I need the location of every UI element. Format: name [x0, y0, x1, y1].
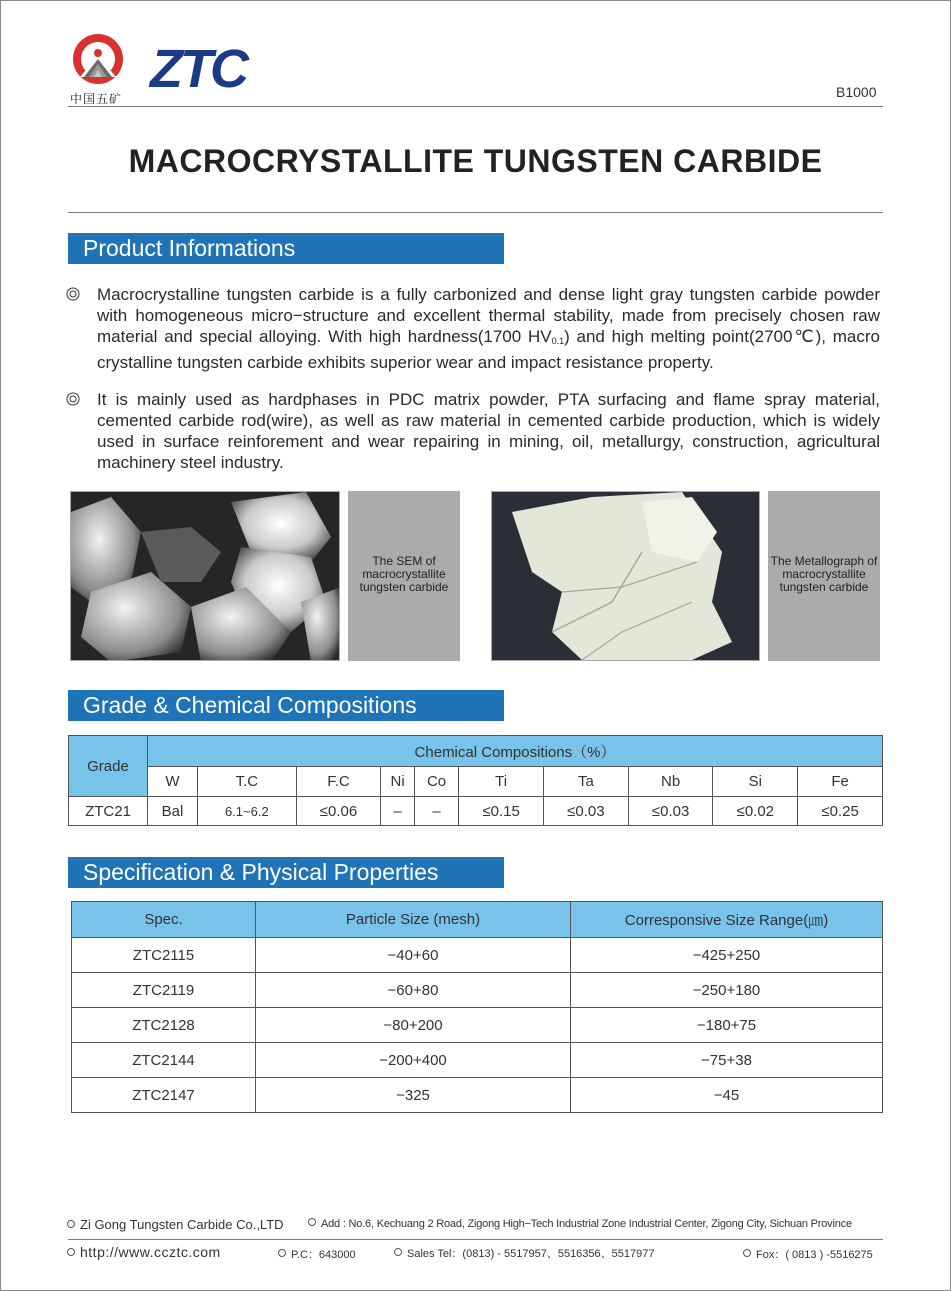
mesh-cell: −200+400	[256, 1043, 571, 1078]
metallograph-photo	[491, 491, 760, 661]
metallograph-caption-box	[768, 491, 880, 661]
value-cell: ≤0.02	[713, 797, 798, 826]
circle-bullet-icon	[67, 1248, 75, 1256]
ztc-brand-logo	[148, 41, 278, 93]
chem-composition-header: Chemical Compositions（%）	[148, 736, 883, 767]
spec-cell: ZTC2147	[72, 1078, 256, 1113]
page-title: MACROCRYSTALLITE TUNGSTEN CARBIDE	[128, 143, 823, 179]
address-text: Add : No.6, Kechuang 2 Road, Zigong High−Tech Industrial Zone Industrial Center, Zigong City, Sichuan Province	[321, 1218, 852, 1230]
element-header: Si	[713, 767, 798, 797]
value-cell: –	[381, 797, 414, 826]
value-cell: Bal	[148, 797, 198, 826]
minmetals-logo-icon	[72, 33, 124, 85]
element-header: Ta	[544, 767, 629, 797]
mesh-cell: −60+80	[256, 973, 571, 1008]
table-row	[72, 973, 883, 1008]
table-row	[72, 1043, 883, 1078]
grade-header: Grade	[69, 736, 148, 797]
chemical-composition-table	[68, 735, 883, 826]
mesh-cell: −40+60	[256, 938, 571, 973]
value-cell: ≤0.03	[544, 797, 629, 826]
value-cell: –	[414, 797, 459, 826]
sem-caption-box	[348, 491, 460, 661]
table-row	[72, 938, 883, 973]
circle-bullet-icon	[394, 1248, 402, 1256]
circle-bullet-icon	[308, 1218, 316, 1226]
sem-crystal-image	[71, 492, 340, 661]
section-heading-spec: Specification & Physical Properties	[68, 857, 504, 888]
table-row	[69, 797, 883, 826]
footer-fax	[743, 1246, 873, 1262]
value-cell: ≤0.06	[296, 797, 381, 826]
mesh-cell: −80+200	[256, 1008, 571, 1043]
footer-postcode	[278, 1246, 356, 1262]
brand-text: ZTC	[150, 41, 246, 93]
element-header: Co	[414, 767, 459, 797]
footer-company	[67, 1217, 284, 1232]
range-cell: −250+180	[571, 973, 883, 1008]
element-header: Nb	[628, 767, 713, 797]
element-header: W	[148, 767, 198, 797]
table-row	[72, 1008, 883, 1043]
product-usage-paragraph: It is mainly used as hardphases in PDC matrix powder, PTA surfacing and flame spray material, cemented carbide rod(wire), as well as raw material in cemented carbide production, which is widely used in surface reinforement and wear repairing in mining, oil, metallurgy, construction, agricultural machinery steel industry.	[97, 390, 880, 472]
size-range-header: Corresponsive Size Range(㎛)	[571, 902, 883, 938]
element-header: T.C	[198, 767, 297, 797]
range-cell: −425+250	[571, 938, 883, 973]
document-code: B1000	[836, 84, 877, 100]
metallograph-caption: The Metallograph of macrocrystallite tungsten carbide	[770, 554, 878, 594]
circle-bullet-icon	[278, 1249, 286, 1257]
fax-text: Fox：( 0813 ) -5516275	[756, 1249, 873, 1261]
circle-bullet-icon	[743, 1249, 751, 1257]
sales-tel-text: Sales Tel：(0813) - 5517957、5516356、5517977	[407, 1248, 655, 1260]
company-name: Zi Gong Tungsten Carbide Co.,LTD	[80, 1217, 284, 1232]
spec-cell: ZTC2144	[72, 1043, 256, 1078]
element-header: Fe	[798, 767, 883, 797]
product-description-paragraph	[97, 284, 880, 373]
specification-table	[71, 901, 883, 1113]
range-cell: −180+75	[571, 1008, 883, 1043]
spec-header: Spec.	[72, 902, 256, 938]
range-cell: −75+38	[571, 1043, 883, 1078]
element-header: F.C	[296, 767, 381, 797]
footer-divider	[68, 1239, 883, 1240]
circle-bullet-icon	[67, 1220, 75, 1228]
postcode-text: P.C：643000	[291, 1249, 356, 1261]
element-header: Ti	[459, 767, 544, 797]
range-cell: −45	[571, 1078, 883, 1113]
double-circle-bullet-icon	[66, 287, 80, 301]
footer-sales-tel	[394, 1245, 654, 1261]
header-divider	[68, 106, 883, 107]
mesh-cell: −325	[256, 1078, 571, 1113]
website-link[interactable]: http://www.ccztc.com	[80, 1244, 221, 1260]
element-header: Ni	[381, 767, 414, 797]
spec-cell: ZTC2115	[72, 938, 256, 973]
value-cell: 6.1~6.2	[198, 797, 297, 826]
grade-cell: ZTC21	[69, 797, 148, 826]
section-heading-product-info: Product Informations	[68, 233, 504, 264]
title-divider	[68, 212, 883, 213]
footer-address	[308, 1218, 852, 1230]
spec-cell: ZTC2128	[72, 1008, 256, 1043]
section-heading-grade: Grade & Chemical Compositions	[68, 690, 504, 721]
hardness-subscript: 0.1	[551, 336, 565, 346]
para1-text-a: Macrocrystalline tungsten carbide is a fully carbonized and dense light gray tungsten carbide powder with homogeneous micro−structure and excellent thermal stability, made from precisely chosen raw material and special alloying. With high hardness(1700 HV	[97, 285, 880, 346]
value-cell: ≤0.03	[628, 797, 713, 826]
metallograph-image	[492, 492, 760, 661]
sem-photo	[70, 491, 340, 661]
value-cell: ≤0.25	[798, 797, 883, 826]
spec-cell: ZTC2119	[72, 973, 256, 1008]
footer-website[interactable]	[67, 1244, 221, 1260]
logo-chinese-text: 中国五矿	[70, 92, 123, 106]
sem-caption: The SEM of macrocrystallite tungsten carbide	[359, 554, 449, 594]
value-cell: ≤0.15	[459, 797, 544, 826]
particle-size-header: Particle Size (mesh)	[256, 902, 571, 938]
table-row	[72, 1078, 883, 1113]
double-circle-bullet-icon	[66, 392, 80, 406]
para1-text-b: ) and high melting point(2700℃), macro crystalline tungsten carbide exhibits superior wear and impact resistance property.	[97, 327, 880, 372]
